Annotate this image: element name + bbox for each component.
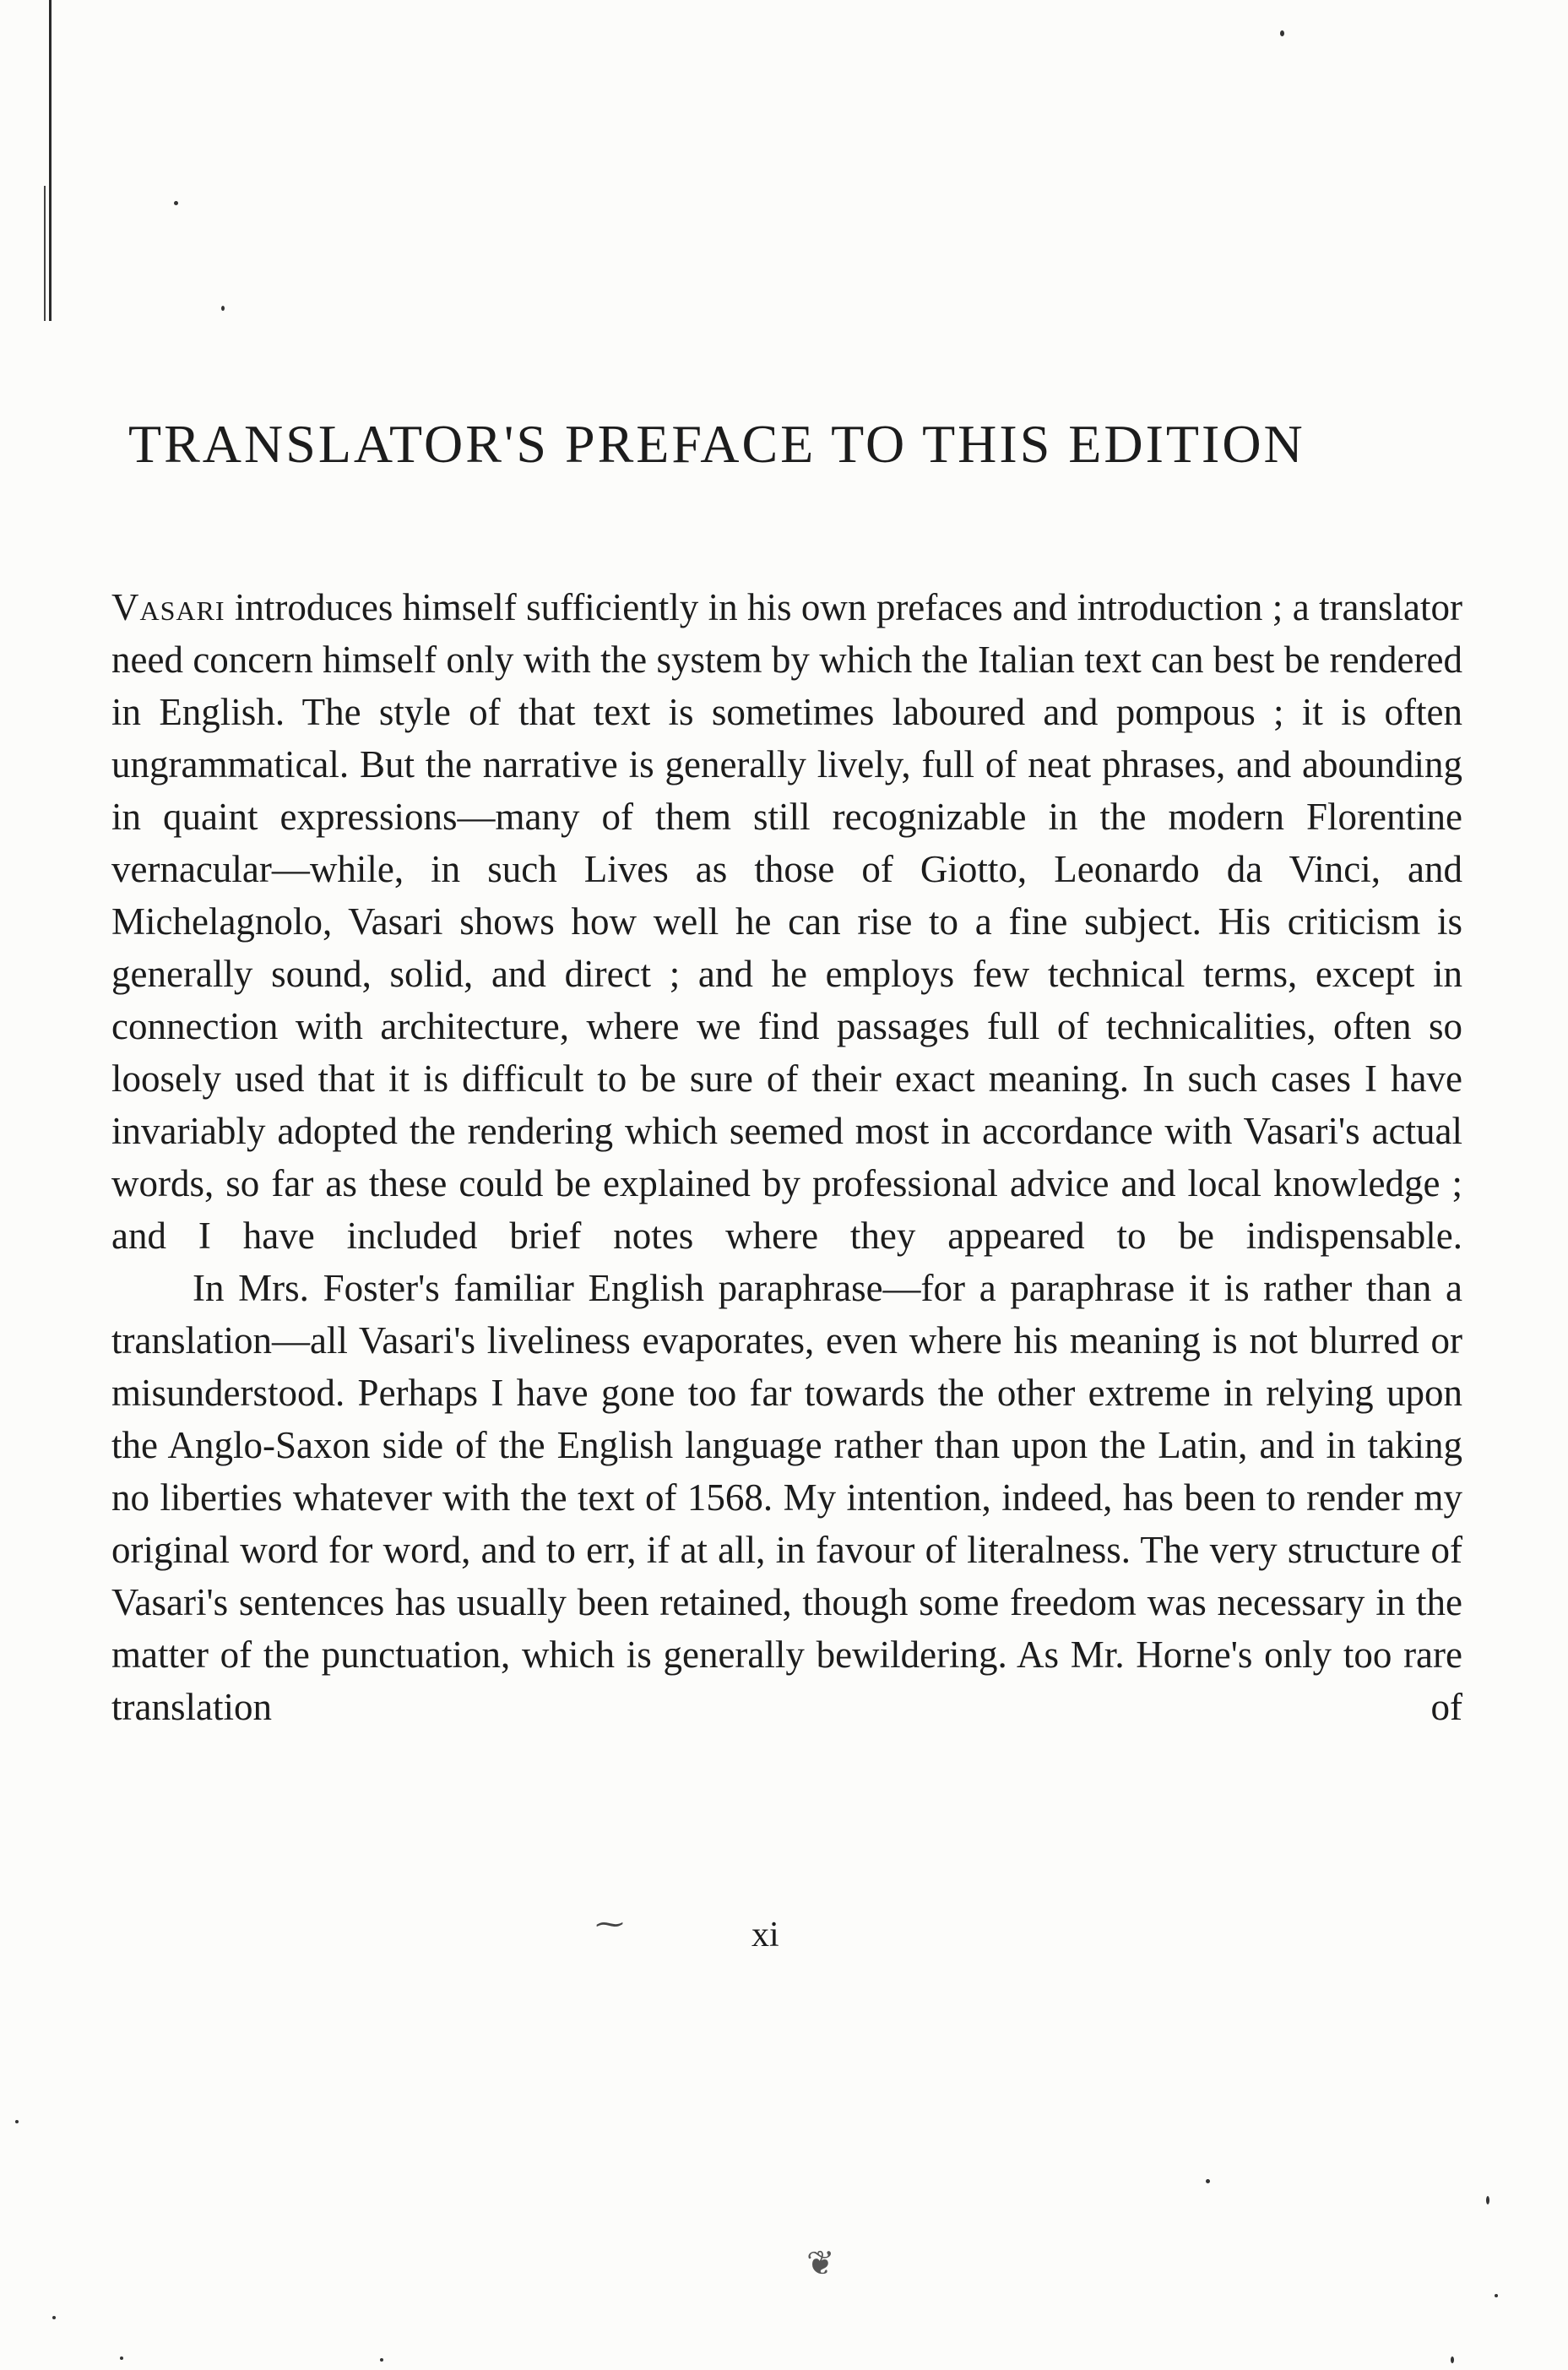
ink-speck: [15, 2120, 19, 2123]
page-number: xi: [751, 1916, 779, 1954]
body-text: [111, 581, 1462, 1733]
printer-flower-icon: ❦: [806, 2244, 835, 2282]
ink-speck: [1486, 2196, 1489, 2204]
gutter-edge-line: [49, 0, 52, 321]
gutter-edge-line-secondary: [44, 186, 46, 321]
ink-speck: [1495, 2294, 1498, 2297]
ink-speck: [120, 2356, 123, 2360]
ink-speck: [221, 306, 225, 311]
paragraph-lead-word: Vasari: [111, 586, 225, 628]
paragraph-1: [111, 581, 1462, 1262]
ink-speck: [1280, 30, 1284, 36]
ink-speck: [174, 201, 178, 205]
paragraph-2: In Mrs. Foster's familiar English paraphrase—for a paraphrase it is rather than a translation—all Vasari's liveliness evaporates, even where his meaning is not blurred or misunderstood. Perhaps I have gone too far towards the other extreme in relying upon the Anglo-Saxon side of the English language rather than upon the Latin, and in taking no liberties whatever with the text of 1568. My intention, indeed, has been to render my original word for word, and to err, if at all, in favour of literalness. The very structure of Vasari's sentences has usually been retained, though some freedom was necessary in the matter of the punctuation, which is generally bewildering. As Mr. Horne's only too rare translation of: [111, 1267, 1462, 1728]
paragraph-1-text: introduces himself sufficiently in his own prefaces and introduction ; a translator need concern himself only with the system by which the Italian text can best be rendered in English. The style of that text is sometimes laboured and pompous ; it is often ungrammatical. But the narrative is generally lively, full of neat phrases, and abounding in quaint expressions—many of them still recognizable in the modern Florentine vernacular—while, in such Lives as those of Giotto, Leonardo da Vinci, and Michelagnolo, Vasari shows how well he can rise to a fine subject. His criticism is generally sound, solid, and direct ; and he employs few technical terms, except in connection with architecture, where we find passages full of technicalities, often so loosely used that it is difficult to be sure of their exact meaning. In such cases I have invariably adopted the rendering which seemed most in accordance with Vasari's actual words, so far as these could be explained by professional advice and local knowledge ; and I have included brief notes where they appeared to be indispensable.: [111, 586, 1462, 1257]
ink-speck: [1206, 2179, 1210, 2183]
ink-speck: [1451, 2356, 1454, 2363]
ink-speck: [52, 2316, 56, 2319]
page-title: TRANSLATOR'S PREFACE TO THIS EDITION: [128, 414, 1305, 474]
ink-speck: [380, 2358, 383, 2362]
signature-mark: ⁓: [595, 1909, 624, 1940]
